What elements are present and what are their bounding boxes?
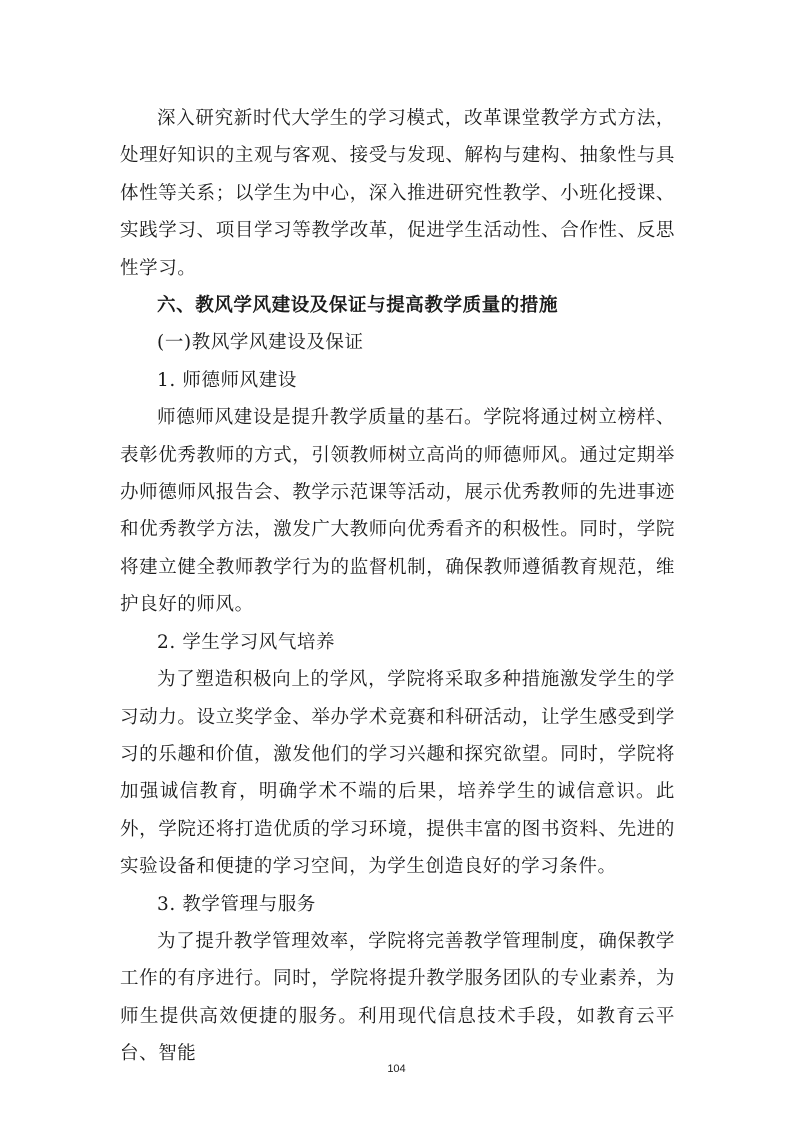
- page-number: 104: [387, 1063, 406, 1075]
- item-heading-management: 3. 教学管理与服务: [157, 893, 317, 915]
- paragraph-management: 为了提升教学管理效率，学院将完善教学管理制度，确保教学工作的有序进行。同时，学院将提升教学服务团队的专业素养，为师生提供高效便捷的服务。利用现代信息技术手段，如教育云平台、智能: [120, 930, 675, 1065]
- item-heading-study-culture: 2. 学生学习风气培养: [157, 631, 336, 653]
- document-body: [120, 100, 675, 1073]
- subsection-heading-one: (一)教风学风建设及保证: [157, 332, 364, 354]
- paragraph-teaching-reform: 深入研究新时代大学生的学习模式，改革课堂教学方式方法，处理好知识的主观与客观、接受与发现、解构与建构、抽象性与具体性等关系；以学生为中心，深入推进研究性教学、小班化授课、实践学习、项目学习等教学改革，促进学生活动性、合作性、反思性学习。: [120, 108, 675, 279]
- section-heading-six: 六、教风学风建设及保证与提高教学质量的措施: [157, 295, 559, 317]
- item-heading-ethics: 1. 师德师风建设: [157, 369, 297, 391]
- paragraph-study-culture: 为了塑造积极向上的学风，学院将采取多种措施激发学生的学习动力。设立奖学金、举办学术竞赛和科研活动，让学生感受到学习的乐趣和价值，激发他们的学习兴趣和探究欲望。同时，学院将加强诚信教育，明确学术不端的后果，培养学生的诚信意识。此外，学院还将打造优质的学习环境，提供丰富的图书资料、先进的实验设备和便捷的学习空间，为学生创造良好的学习条件。: [120, 669, 675, 878]
- paragraph-ethics: 师德师风建设是提升教学质量的基石。学院将通过树立榜样、表彰优秀教师的方式，引领教师树立高尚的师德师风。通过定期举办师德师风报告会、教学示范课等活动，展示优秀教师的先进事迹和优秀教学方法，激发广大教师向优秀看齐的积极性。同时，学院将建立健全教师教学行为的监督机制，确保教师遵循教育规范，维护良好的师风。: [120, 407, 675, 616]
